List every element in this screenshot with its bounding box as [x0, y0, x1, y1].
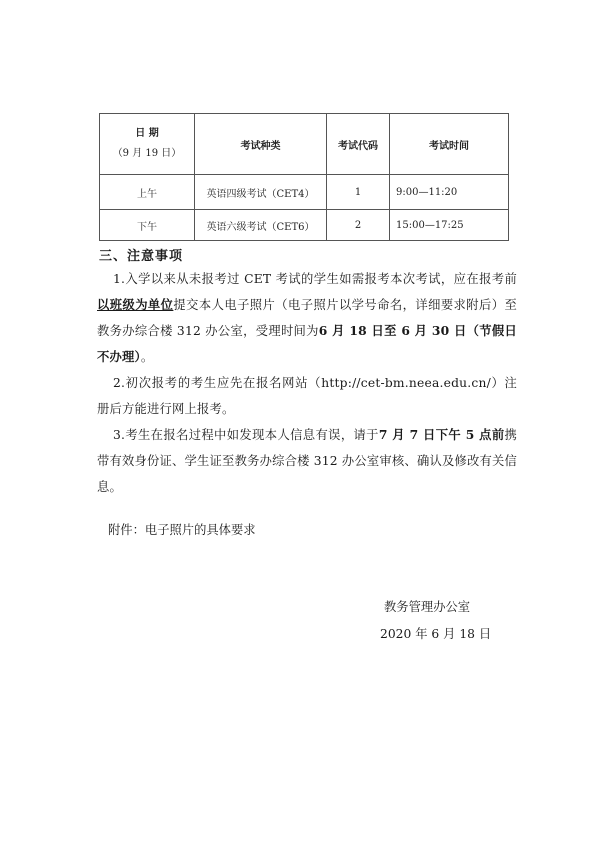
header-date-cell — [100, 114, 195, 175]
exam-schedule-table — [99, 113, 509, 241]
row-session: 上午 — [100, 175, 195, 210]
notice-item-2 — [97, 370, 517, 422]
header-date-label: 日 期 — [135, 128, 159, 139]
notice-item-1 — [97, 266, 517, 370]
row-type: 英语六级考试（CET6） — [195, 210, 327, 241]
table-row — [100, 210, 509, 241]
notice-item-3 — [97, 422, 517, 500]
item1-text-pre: 1.入学以来从未报考过 CET 考试的学生如需报考本次考试，应在报考前 — [113, 272, 517, 286]
header-time: 考试时间 — [390, 114, 509, 175]
item1-bold: 6 月 18 日至 6 月 30 日（节假日不办理） — [97, 323, 517, 364]
item1-underline: 以班级为单位 — [97, 297, 174, 312]
table-row — [100, 175, 509, 210]
item2-text: 2.初次报考的考生应先在报名网站（http://cet-bm.neea.edu.cn/）注册后方能进行网上报考。 — [97, 376, 517, 416]
item1-text-end: 。 — [140, 350, 154, 364]
row-session: 下午 — [100, 210, 195, 241]
row-type: 英语四级考试（CET4） — [195, 175, 327, 210]
attachment-note: 附件：电子照片的具体要求 — [108, 523, 256, 537]
item3-bold: 7 月 7 日下午 5 点前 — [378, 427, 505, 442]
section-title: 三、注意事项 — [99, 249, 184, 264]
signature-date: 2020 年 6 月 18 日 — [380, 627, 492, 641]
table-header-row — [100, 114, 509, 175]
header-date-sub: （9 月 19 日） — [112, 148, 182, 159]
header-type: 考试种类 — [195, 114, 327, 175]
item3-text-pre: 3.考生在报名过程中如发现本人信息有误，请于 — [113, 428, 379, 442]
header-code: 考试代码 — [327, 114, 390, 175]
item1-text-mid: 提交本人电子照片（电子照片以学号命名，详细要求附后）至教务办综合楼 312 办公室，受理时间为 — [97, 298, 517, 338]
row-time: 15:00—17:25 — [390, 210, 509, 241]
row-code: 1 — [327, 175, 390, 210]
item3-text-post: 携带有效身份证、学生证至教务办综合楼 312 办公室审核、确认及修改有关信息。 — [97, 428, 517, 494]
row-code: 2 — [327, 210, 390, 241]
row-time: 9:00—11:20 — [390, 175, 509, 210]
signature-office: 教务管理办公室 — [384, 600, 471, 614]
